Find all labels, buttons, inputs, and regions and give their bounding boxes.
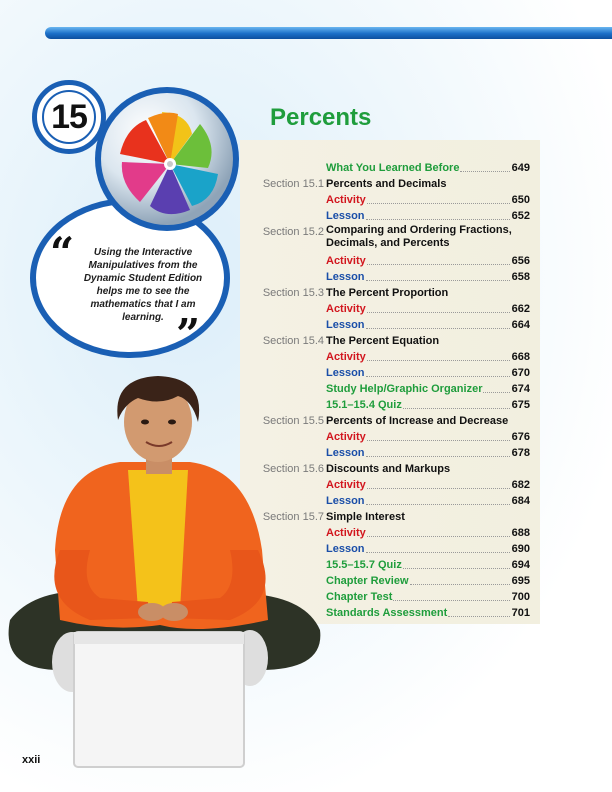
leader-dots	[367, 536, 510, 537]
page-number: 701	[511, 607, 530, 619]
page-number: 668	[511, 351, 530, 363]
toc-entry-title[interactable]: What You Learned Before	[326, 162, 460, 174]
section-label: Section 15.7	[262, 511, 324, 523]
leader-dots	[483, 392, 509, 393]
toc-entry-title[interactable]: Activity	[326, 351, 366, 363]
toc-row-activity[interactable]	[250, 192, 530, 208]
toc-row-lesson[interactable]	[250, 317, 530, 333]
section-title: Discounts and Markups	[326, 463, 451, 475]
section-title: Simple Interest	[326, 511, 405, 523]
toc-row-activity[interactable]	[250, 301, 530, 317]
section-label: Section 15.3	[262, 287, 324, 299]
page-number: 658	[511, 271, 530, 283]
page-folio: xxii	[22, 754, 41, 766]
toc-entry-title[interactable]: 15.1–15.4 Quiz	[326, 399, 402, 411]
section-title: Percents of Increase and Decrease	[326, 415, 509, 427]
leader-dots	[403, 568, 510, 569]
section-title: The Percent Equation	[326, 335, 440, 347]
open-quote-mark: “	[50, 228, 75, 277]
leader-dots	[366, 456, 510, 457]
toc-row-lesson[interactable]	[250, 208, 530, 224]
page-number: 694	[511, 559, 530, 571]
toc-entry-title[interactable]: Lesson	[326, 271, 365, 283]
page-number: 674	[511, 383, 530, 395]
leader-dots	[367, 488, 510, 489]
leader-dots	[410, 584, 510, 585]
page-number: 695	[511, 575, 530, 587]
chapter-badge	[32, 80, 106, 154]
page-number: 670	[511, 367, 530, 379]
page-number: 688	[511, 527, 530, 539]
leader-dots	[366, 328, 510, 329]
page-number: 675	[511, 399, 530, 411]
leader-dots	[367, 440, 510, 441]
toc-row-what-you-learned-before[interactable]	[250, 160, 530, 176]
student-quote: Using the Interactive Manipulatives from the Dynamic Student Edition helps me to see the mathematics that I am learning.	[83, 247, 203, 323]
toc-entry-title[interactable]: Chapter Review	[326, 575, 409, 587]
toc-entry-title[interactable]: Activity	[326, 255, 366, 267]
chapter-badge-inner-ring	[42, 90, 96, 144]
page-number: 664	[511, 319, 530, 331]
page-number: 652	[511, 210, 530, 222]
section-title: Comparing and Ordering Fractions, Decimals, and Percents	[326, 224, 512, 249]
toc-entry-title[interactable]: Lesson	[326, 543, 365, 555]
section-title: The Percent Proportion	[326, 287, 449, 299]
close-quote-mark: ”	[176, 310, 201, 359]
leader-dots	[366, 376, 510, 377]
leader-dots	[460, 171, 509, 172]
section-label: Section 15.2	[262, 226, 324, 238]
leader-dots	[366, 504, 510, 505]
toc-row-section-15-1	[250, 176, 530, 192]
toc-entry-title[interactable]: Lesson	[326, 495, 365, 507]
page-number: 678	[511, 447, 530, 459]
page-number: 662	[511, 303, 530, 315]
leader-dots	[403, 408, 510, 409]
leader-dots	[448, 616, 509, 617]
toc-entry-title[interactable]: Activity	[326, 479, 366, 491]
page-number: 676	[511, 431, 530, 443]
toc-entry-title[interactable]: Chapter Test	[326, 591, 393, 603]
student-with-laptop-photo	[0, 370, 330, 770]
leader-dots	[367, 360, 510, 361]
toc-entry-title[interactable]: Lesson	[326, 367, 365, 379]
page-number: 649	[511, 162, 530, 174]
leader-dots	[393, 600, 509, 601]
toc-row-activity[interactable]	[250, 253, 530, 269]
toc-row-section-15-4	[250, 333, 530, 349]
leader-dots	[367, 312, 510, 313]
toc-entry-title[interactable]: Activity	[326, 303, 366, 315]
toc-entry-title[interactable]: Activity	[326, 431, 366, 443]
header-bar	[45, 27, 612, 39]
page-number: 690	[511, 543, 530, 555]
toc-entry-title[interactable]: Activity	[326, 527, 366, 539]
chapter-number: 15	[51, 97, 87, 136]
section-label: Section 15.4	[262, 335, 324, 347]
chapter-title: Percents	[270, 104, 372, 131]
toc-row-lesson[interactable]	[250, 269, 530, 285]
section-title: Percents and Decimals	[326, 178, 447, 190]
page-number: 682	[511, 479, 530, 491]
toc-entry-title[interactable]: Lesson	[326, 319, 365, 331]
toc-entry-title[interactable]: 15.5–15.7 Quiz	[326, 559, 402, 571]
section-label: Section 15.5	[262, 415, 324, 427]
toc-entry-title[interactable]: Lesson	[326, 447, 365, 459]
toc-entry-title[interactable]: Lesson	[326, 210, 365, 222]
pinwheel-photo	[92, 84, 242, 234]
toc-entry-title[interactable]: Standards Assessment	[326, 607, 448, 619]
toc-row-activity[interactable]	[250, 349, 530, 365]
toc-entry-title[interactable]: Study Help/Graphic Organizer	[326, 383, 483, 395]
section-label: Section 15.6	[262, 463, 324, 475]
leader-dots	[366, 280, 510, 281]
leader-dots	[366, 552, 510, 553]
leader-dots	[367, 264, 510, 265]
page-number: 684	[511, 495, 530, 507]
toc-entry-title[interactable]: Activity	[326, 194, 366, 206]
page-number: 656	[511, 255, 530, 267]
toc-row-section-15-3	[250, 285, 530, 301]
toc-row-section-15-2	[250, 224, 530, 253]
page-number: 650	[511, 194, 530, 206]
section-label: Section 15.1	[262, 178, 324, 190]
leader-dots	[366, 219, 510, 220]
leader-dots	[367, 203, 510, 204]
page-number: 700	[511, 591, 530, 603]
